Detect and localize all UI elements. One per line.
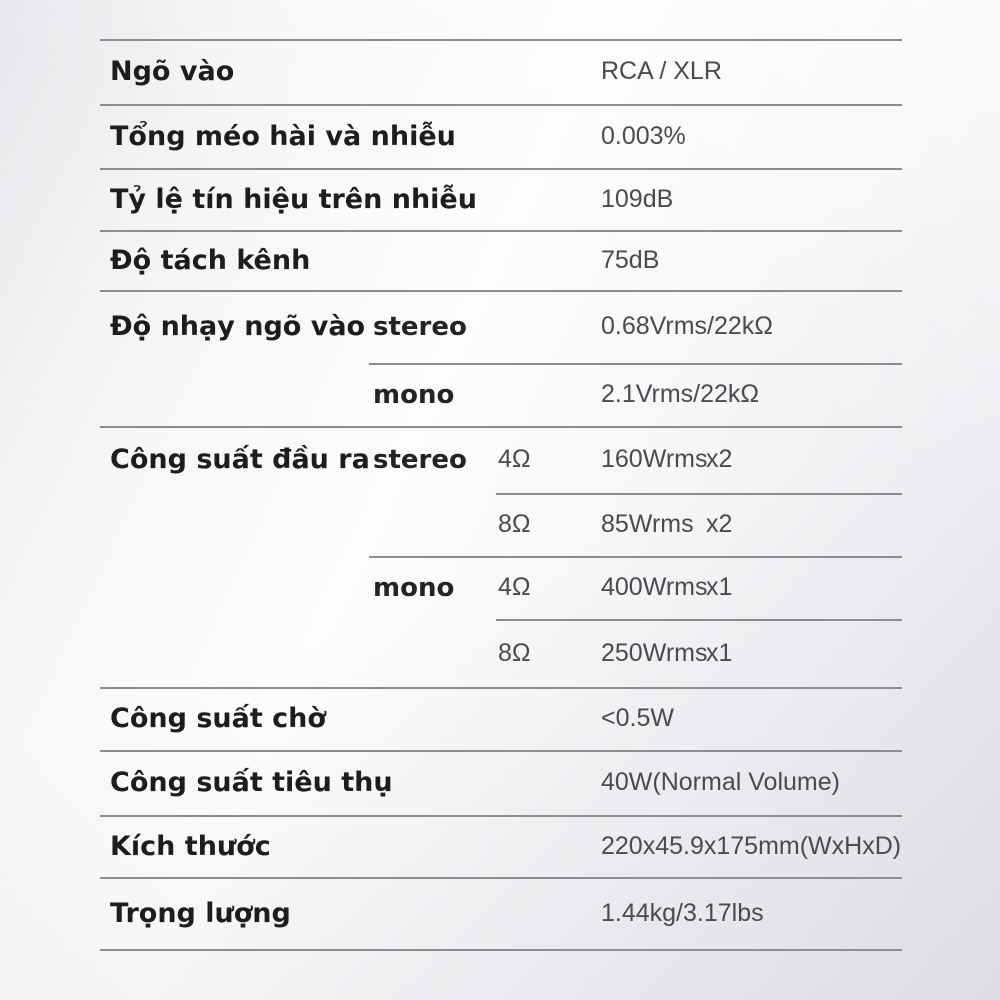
spec-label: Công suất tiêu thụ: [110, 767, 393, 798]
spec-value: 1.44kg/3.17lbs: [601, 898, 764, 927]
spec-label: Kích thước: [110, 830, 271, 862]
spec-sublabel: mono: [373, 572, 455, 603]
spec-impedance: 4Ω: [498, 573, 531, 601]
spec-value: 250Wrms: [601, 638, 708, 667]
divider: [100, 949, 902, 951]
spec-impedance: 8Ω: [498, 638, 531, 667]
spec-label: Ngõ vào: [110, 56, 235, 87]
spec-multiplier: x1: [706, 638, 733, 667]
spec-multiplier: x2: [706, 510, 733, 538]
spec-value: 109dB: [601, 184, 674, 213]
spec-value: 0.003%: [601, 121, 686, 150]
spec-impedance: 4Ω: [498, 445, 531, 473]
divider-sub: [496, 493, 902, 495]
spec-impedance: 8Ω: [498, 510, 531, 538]
spec-sublabel: stereo: [373, 444, 467, 475]
spec-multiplier: x2: [706, 445, 733, 473]
spec-value: 40W(Normal Volume): [601, 768, 840, 796]
spec-value: <0.5W: [601, 704, 674, 732]
spec-value: 0.68Vrms/22kΩ: [601, 312, 773, 340]
spec-label: Tổng méo hài và nhiễu: [110, 120, 456, 152]
spec-value: 2.1Vrms/22kΩ: [601, 380, 760, 408]
spec-label: Độ tách kênh: [110, 244, 311, 276]
spec-label: Độ nhạy ngõ vào: [110, 311, 366, 342]
spec-sublabel: mono: [373, 379, 455, 410]
spec-value: 75dB: [601, 245, 660, 274]
spec-value: 400Wrms: [601, 573, 708, 601]
spec-label: Công suất đầu ra: [110, 444, 370, 475]
spec-value: 85Wrms: [601, 510, 694, 538]
spec-value: 160Wrms: [601, 445, 708, 473]
spec-label: Tỷ lệ tín hiệu trên nhiễu: [110, 183, 477, 215]
spec-value: RCA / XLR: [601, 57, 722, 85]
spec-label: Trọng lượng: [110, 897, 291, 929]
spec-multiplier: x1: [706, 573, 733, 601]
spec-value: 220x45.9x175mm(WxHxD): [601, 831, 902, 860]
spec-sublabel: stereo: [373, 311, 467, 342]
spec-label: Công suất chờ: [110, 703, 326, 734]
